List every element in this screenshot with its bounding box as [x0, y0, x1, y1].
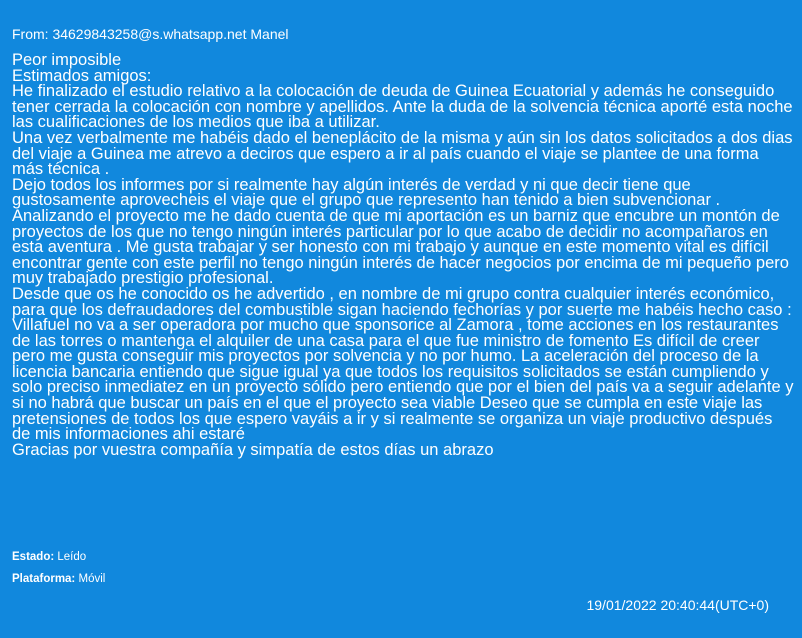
from-label: From:	[12, 26, 49, 42]
platform-value: Móvil	[78, 573, 106, 585]
status-value: Leído	[57, 551, 87, 563]
message-line: Desde que os he conocido os he advertido , en nombre de mi grupo contra cualquier interés económico, para que los defraudadores del combustible sigan haciendo fechorías y por suerte me habéis hecho caso : Villafuel no va a ser operadora por mucho que sponsorice al Zamora , tome acciones en los restaurantes de las torres o mantenga el alquiler de una casa para el que fue ministro de fomento Es difícil de creer pero me gusta conseguir mis proyectos por solvencia y no por humo. La aceleración del proceso de la licencia bancaria entiendo que sigue igual ya que todos los requisitos solicitados se están cumpliendo y solo preciso inmediatez en un proyecto sólido pero entiendo que por el bien del país va a seguir adelante y si no habrá que buscar un país en el que el proyecto sea viable Deseo que se cumpla en este viaje las pretensiones de todos los que espero vayáis a ir y si realmente se organiza un viaje productivo después de mis informaciones ahi estaré	[12, 284, 794, 444]
message-line: Dejo todos los informes por si realmente hay algún interés de verdad y ni que decir tiene que gustosamente aprovecheis el viaje que el grupo que represento han tenido a bien subvencionar .	[12, 175, 721, 210]
message-body	[12, 53, 794, 458]
status-line	[12, 550, 86, 564]
message-line: Peor imposible	[12, 51, 122, 69]
platform-line	[12, 572, 105, 586]
message-line: Gracias por vuestra compañía y simpatía de estos días un abrazo	[12, 440, 494, 459]
status-label: Estado:	[12, 551, 55, 563]
sender-line	[12, 26, 289, 42]
platform-label: Plataforma:	[12, 573, 76, 585]
message-timestamp: 19/01/2022 20:40:44(UTC+0)	[586, 597, 769, 613]
sender-address: 34629843258@s.whatsapp.net Manel	[52, 26, 289, 42]
message-line: Analizando el proyecto me he dado cuenta de que mi aportación es un barniz que encubre un montón de proyectos de los que no tengo ningún interés particular por lo que acabo de decidir no acompañaros en esta aventura . Me gusta trabajar y ser honesto con mi trabajo y aunque en este momento vital es difícil encontrar gente con este perfil no tengo ningún interés de hacer negocios por encima de mi pequeño pero muy trabajado prestigio profesional.	[12, 206, 789, 288]
message-line: Una vez verbalmente me habéis dado el beneplácito de la misma y aún sin los datos solicitados a dos dias del viaje a Guinea me atrevo a deciros que espero a ir al país cuando el viaje se plantee de una forma más técnica .	[12, 128, 793, 179]
message-line: Estimados amigos:	[12, 66, 152, 85]
message-line: He finalizado el estudio relativo a la colocación de deuda de Guinea Ecuatorial y además he conseguido tener cerrada la colocación con nombre y apellidos. Ante la duda de la solvencia técnica aporté esta noche las cualificaciones de los medios que iba a utilizar.	[12, 82, 793, 132]
